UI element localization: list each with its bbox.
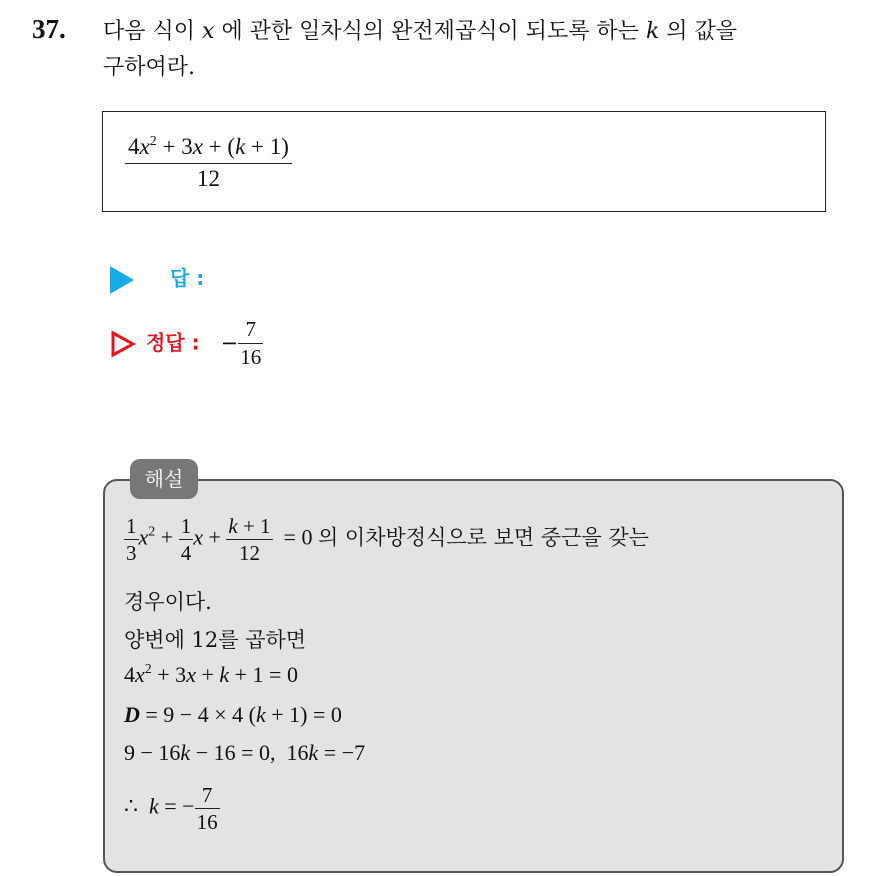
solution-line-1-text: 의 이차방정식으로 보면 중근을 갖는: [317, 525, 649, 550]
correct-answer-label: 정답 :: [146, 330, 200, 355]
solution-line-6: 9 − 16k − 16 = 0, 16k = −7: [124, 740, 366, 765]
question-number: 37.: [32, 14, 66, 44]
solution-line-4: $4x^2 + 3x + k + 1 = 0$: [124, 662, 298, 687]
solution-tag: 해설: [130, 459, 198, 499]
correct-numerator: 7: [238, 316, 263, 344]
frac-1-3: $\frac{1}{3}$: [126, 514, 137, 565]
question-text-line2: 구하여라.: [103, 55, 196, 80]
expression-fraction: [125, 132, 292, 194]
frac-k1-12: $\frac{k + 1}{12}$: [228, 514, 271, 565]
correct-answer-fraction: [238, 316, 263, 371]
frac-1-4: $\frac{1}{4}$: [180, 514, 192, 565]
outline-triangle-icon: [110, 330, 136, 358]
frac-7-16: $\frac{7}{16}$: [196, 783, 218, 834]
question-text-b: 에 관한 일차식의 완전제곱식이 되도록 하는: [221, 19, 639, 44]
question-text: [103, 14, 863, 86]
play-icon: [110, 266, 134, 294]
solution-line-7: ∴ k = − $\frac{7}{16}$: [124, 783, 218, 834]
correct-denominator: 16: [240, 345, 262, 369]
solution-line-5: D = 9 − 4 × 4 (k + 1) = 0: [124, 702, 342, 727]
solution-line-2: 경우이다.: [124, 590, 212, 614]
variable-k: k: [645, 19, 660, 44]
question-text-c: 의 값을: [666, 19, 738, 44]
answer-label: 답 :: [170, 266, 205, 290]
expression-box: [102, 111, 826, 212]
question-text-a: 다음 식이: [103, 19, 196, 44]
expression-denominator: 12: [196, 166, 220, 191]
solution-line-3: 양변에 12를 곱하면: [124, 628, 307, 652]
variable-x: x: [202, 19, 215, 44]
answer-row: [110, 262, 204, 294]
correct-answer-row: [110, 316, 263, 371]
solution-line-1: $\frac{1}{3}$ $x^2$ + $\frac{1}{4}$ x + $\frac{k + 1}{12}$ = 0 의 이차방정식으로 보면 중근을 갖는: [126, 514, 649, 565]
expression-numerator: $4x^2 + 3x + (k + 1)$: [125, 132, 292, 164]
correct-answer-value: [220, 317, 264, 369]
correct-answer-sign: −: [220, 330, 239, 355]
